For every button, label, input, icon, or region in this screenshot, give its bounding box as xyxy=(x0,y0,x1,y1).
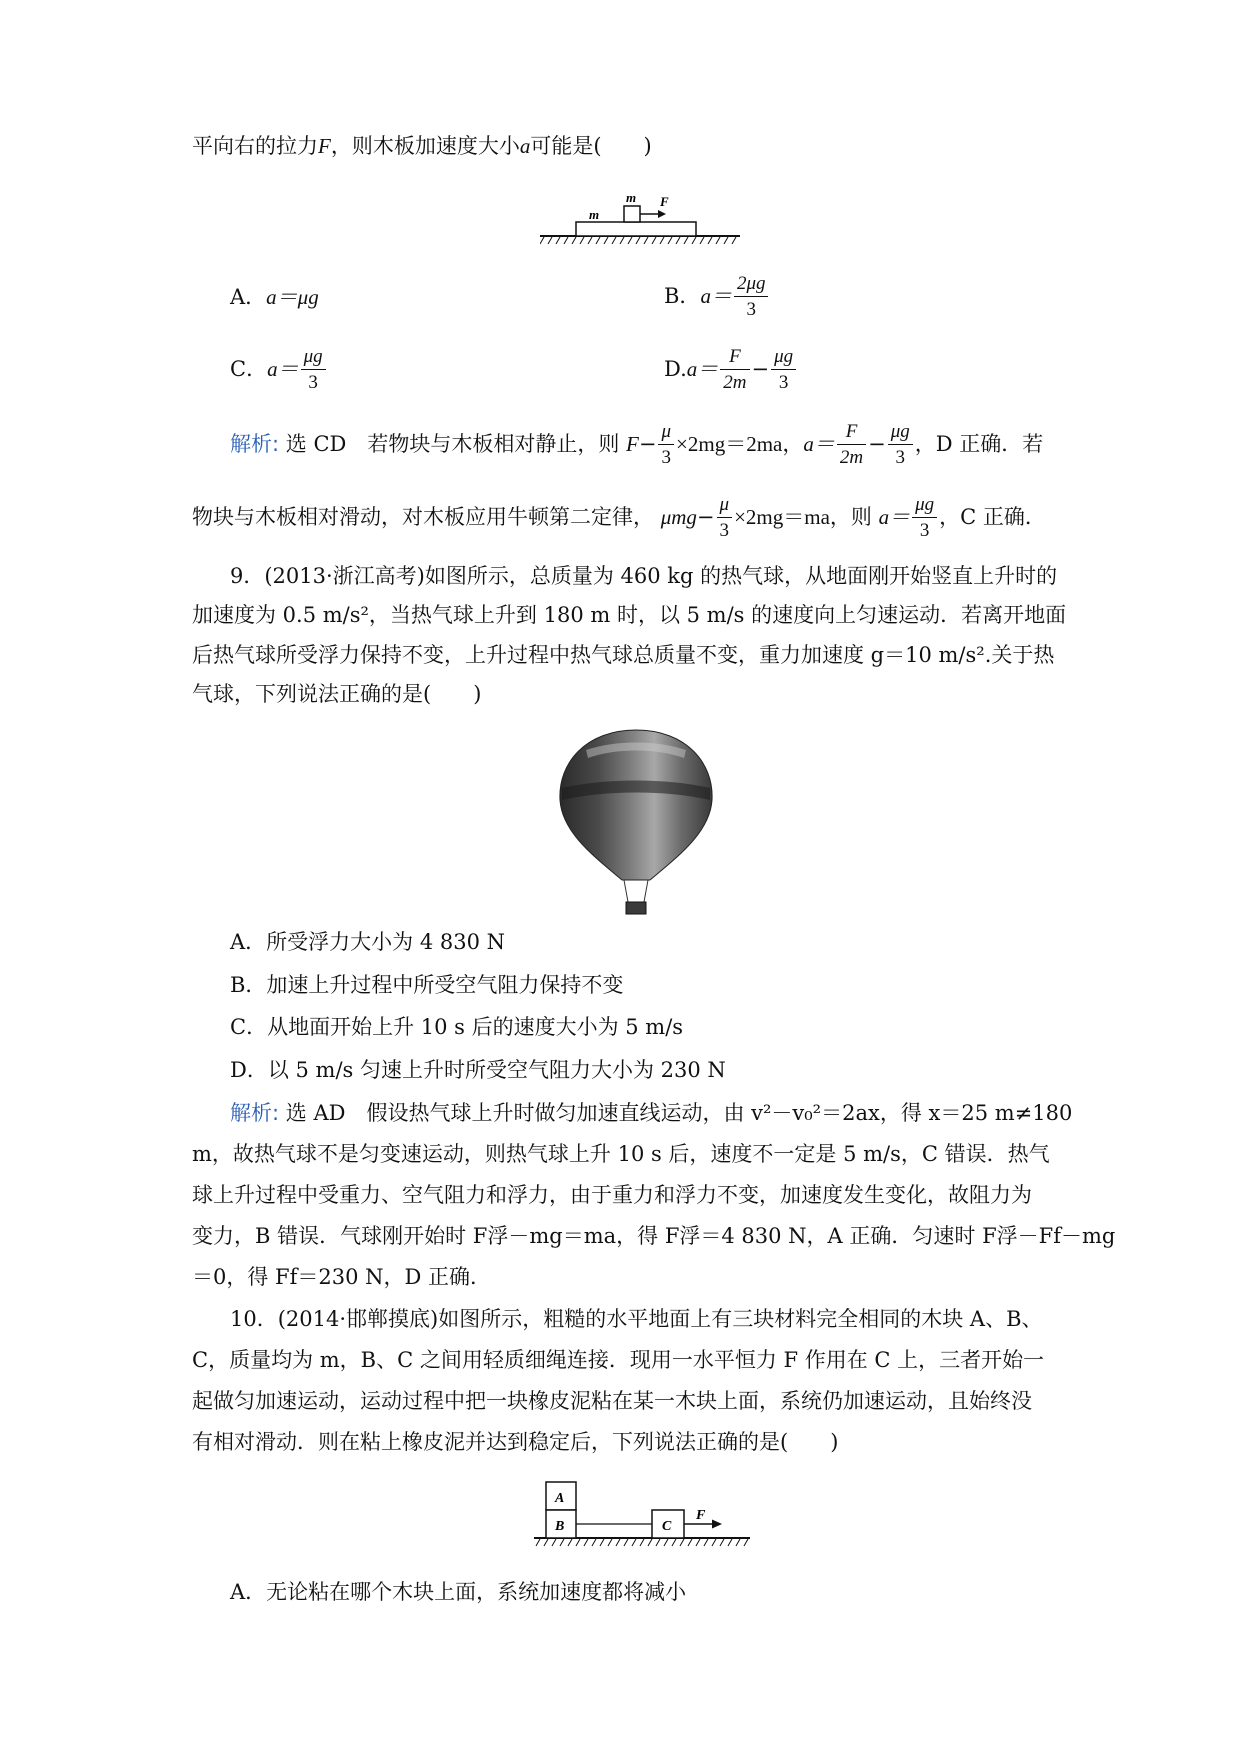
q10-stem-line-1: 10．(2014·邯郸摸底)如图所示，粗糙的水平地面上有三块材料完全相同的木块 A、B、 xyxy=(230,1307,1043,1331)
board-mass-label: m xyxy=(589,207,600,222)
board-block-figure xyxy=(540,186,740,252)
q8-solution-line-1: 解析: 选 CD 若物块与木板相对静止，则 F− $\frac{\mu}{3}$ ×2mg＝2ma，a＝ $\frac{F}{2m}$ − $\frac{\mu g}{3}$ ，D 正确．若 xyxy=(230,421,1044,468)
solution-tag: 解析: xyxy=(230,432,280,456)
q9-stem-line-4: 气球，下列说法正确的是( ) xyxy=(192,682,482,706)
force-f-label: F xyxy=(696,1508,706,1523)
hot-air-balloon-figure xyxy=(556,728,716,918)
q9-option-a: A．所受浮力大小为 4 830 N xyxy=(230,930,506,954)
q10-stem-line-2: C，质量均为 m，B、C 之间用轻质细绳连接．现用一水平恒力 F 作用在 C 上，三者开始一 xyxy=(192,1348,1045,1372)
block-b-label: B xyxy=(555,1519,565,1534)
q9-stem-line-2: 加速度为 0.5 m/s²，当热气球上升到 180 m 时，以 5 m/s 的速度向上匀速运动．若离开地面 xyxy=(192,603,1067,627)
q9-solution-line-4: 变力，B 错误．气球刚开始时 F浮－mg＝ma，得 F浮＝4 830 N，A 正确．匀速时 F浮－Ff－mg xyxy=(192,1224,1116,1248)
q9-option-b: B．加速上升过程中所受空气阻力保持不变 xyxy=(230,973,624,997)
block-a-label: A xyxy=(555,1491,565,1506)
q9-option-c: C．从地面开始上升 10 s 后的速度大小为 5 m/s xyxy=(230,1015,684,1039)
q8-option-d: D.a＝ $\frac{F}{2m}$ − $\frac{\mu g}{3}$ xyxy=(664,339,798,399)
q9-stem-line-1: 9．(2013·浙江高考)如图所示，总质量为 460 kg 的热气球，从地面刚开始竖直上升时的 xyxy=(230,564,1058,588)
q8-option-b: B．a＝ $\frac{2\mu g}{3}$ xyxy=(664,266,770,326)
board xyxy=(576,222,696,236)
q9-solution-line-1: 解析: 选 AD 假设热气球上升时做匀加速直线运动，由 v²－v₀²＝2ax，得 x＝25 m≠180 xyxy=(230,1101,1073,1125)
balloon-envelope xyxy=(560,730,712,880)
q9-stem-line-3: 后热气球所受浮力保持不变，上升过程中热气球总质量不变，重力加速度 g＝10 m/s².关于热 xyxy=(192,643,1055,667)
three-blocks-figure xyxy=(534,1480,754,1552)
q9-option-d: D．以 5 m/s 匀速上升时所受空气阻力大小为 230 N xyxy=(230,1058,726,1082)
q9-solution-line-3: 球上升过程中受重力、空气阻力和浮力，由于重力和浮力不变，加速度发生变化，故阻力为 xyxy=(192,1183,1032,1207)
force-label: F xyxy=(660,194,669,209)
solution-tag: 解析: xyxy=(230,1101,280,1125)
q10-stem-line-4: 有相对滑动．则在粘上橡皮泥并达到稳定后，下列说法正确的是( ) xyxy=(192,1430,839,1454)
block xyxy=(624,206,640,222)
balloon-basket xyxy=(626,902,646,914)
block-mass-label: m xyxy=(626,190,637,205)
q9-solution-line-2: m，故热气球不是匀变速运动，则热气球上升 10 s 后，速度不一定是 5 m/s，C 错误．热气 xyxy=(192,1142,1050,1166)
q8-solution-line-2: 物块与木板相对滑动，对木板应用牛顿第二定律， μmg− $\frac{\mu}{3}$ ×2mg＝ma，则 a＝ $\frac{\mu g}{3}$ ，C 正确． xyxy=(192,494,1046,541)
q8-option-a: A．a＝μg xyxy=(230,285,319,309)
block-c-label: C xyxy=(662,1519,672,1534)
q8-option-c: C．a＝ $\frac{\mu g}{3}$ xyxy=(230,339,328,399)
q10-option-a: A．无论粘在哪个木块上面，系统加速度都将减小 xyxy=(230,1580,687,1604)
q10-stem-line-3: 起做匀加速运动，运动过程中把一块橡皮泥粘在某一木块上面，系统仍加速运动，且始终没 xyxy=(192,1389,1032,1413)
q9-solution-line-5: ＝0，得 Ff＝230 N，D 正确． xyxy=(192,1265,492,1289)
q8-stem-end: 平向右的拉力F，则木板加速度大小a可能是( ) xyxy=(192,134,652,158)
